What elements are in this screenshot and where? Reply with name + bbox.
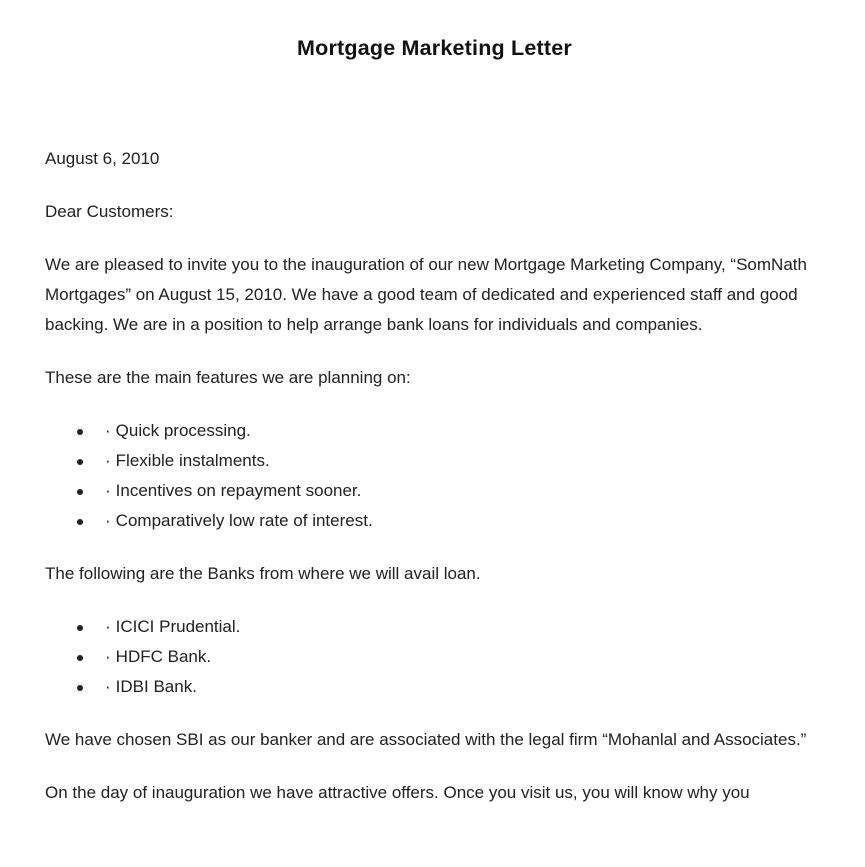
salutation: Dear Customers:: [45, 202, 174, 221]
list-item: [45, 416, 825, 446]
bullet-icon: [77, 429, 83, 435]
features-intro: These are the main features we are planning on:: [45, 368, 411, 387]
list-marker: ·: [105, 451, 111, 470]
intro-paragraph: We are pleased to invite you to the inauguration of our new Mortgage Marketing Company, “SomNath Mortgages” on August 15, 2010. We have a good team of dedicated and experienced staff and good backing. We are in a position to help arrange bank loans for individuals and companies.: [45, 255, 807, 334]
banker-paragraph: We have chosen SBI as our banker and are associated with the legal firm “Mohanlal and Associates.”: [45, 730, 807, 749]
list-marker: ·: [105, 617, 111, 636]
feature-text: Incentives on repayment sooner.: [115, 481, 362, 500]
list-item: [45, 446, 825, 476]
list-item: [45, 642, 825, 672]
list-marker: ·: [105, 421, 111, 440]
bullet-icon: [77, 655, 83, 661]
bullet-icon: [77, 625, 83, 631]
offers-paragraph: On the day of inauguration we have attractive offers. Once you visit us, you will know why you: [45, 783, 750, 802]
banks-list: [45, 612, 825, 702]
list-marker: ·: [105, 677, 111, 696]
list-item: [45, 506, 825, 536]
banks-intro: The following are the Banks from where we will avail loan.: [45, 564, 481, 583]
list-item: [45, 476, 825, 506]
list-item: [45, 672, 825, 702]
list-item: [45, 612, 825, 642]
bullet-icon: [77, 459, 83, 465]
feature-text: Comparatively low rate of interest.: [115, 511, 373, 530]
list-marker: ·: [105, 481, 111, 500]
bullet-icon: [77, 489, 83, 495]
letter-body: [45, 144, 825, 831]
bullet-icon: [77, 519, 83, 525]
bank-text: ICICI Prudential.: [115, 617, 241, 636]
letter-title: Mortgage Marketing Letter: [297, 36, 572, 60]
feature-text: Flexible instalments.: [115, 451, 270, 470]
list-marker: ·: [105, 647, 111, 666]
list-marker: ·: [105, 511, 111, 530]
features-list: [45, 416, 825, 536]
feature-text: Quick processing.: [115, 421, 251, 440]
bank-text: IDBI Bank.: [115, 677, 197, 696]
letter-date: August 6, 2010: [45, 149, 160, 168]
bank-text: HDFC Bank.: [115, 647, 212, 666]
bullet-icon: [77, 685, 83, 691]
